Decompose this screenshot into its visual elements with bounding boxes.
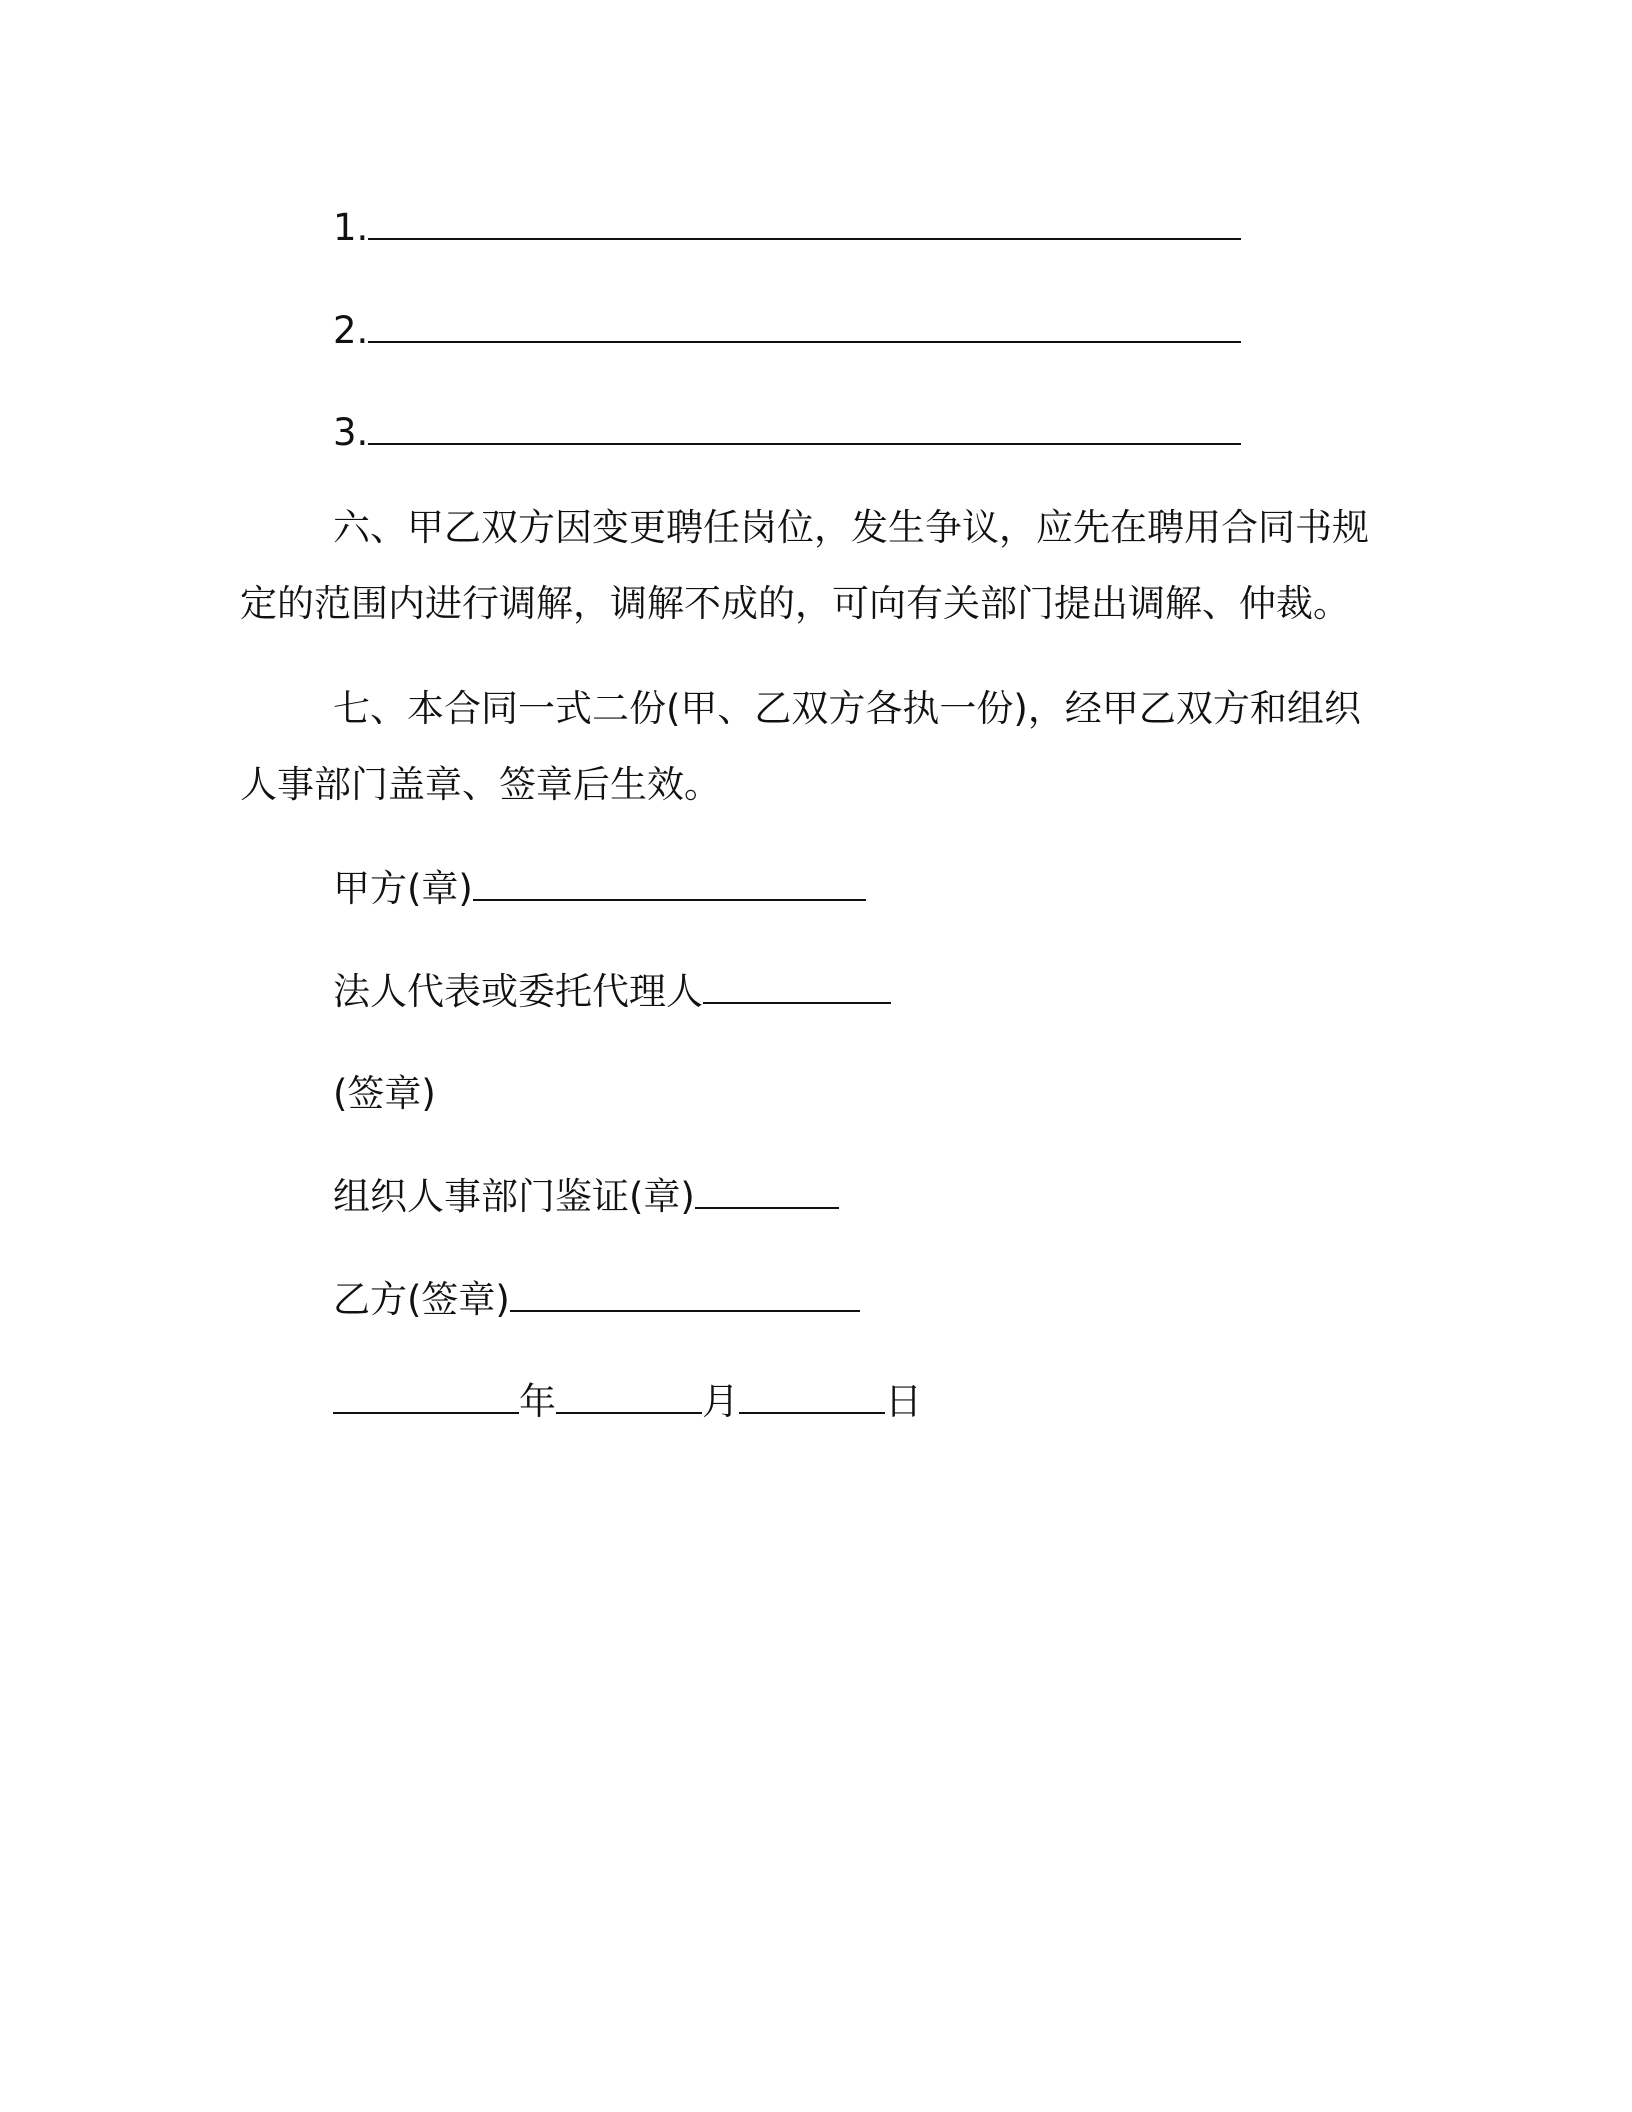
clause-seven-line-1: 七、本合同一式二份(甲、乙双方各执一份)，经甲乙双方和组织 [333, 687, 1361, 730]
legal-rep-label: 法人代表或委托代理人 [333, 970, 703, 1013]
numbered-blank-1 [333, 205, 1241, 251]
day-label: 日 [885, 1380, 922, 1423]
party-b-sign-label: 乙方(签章) [333, 1278, 510, 1321]
clause-six-line-1: 六、甲乙双方因变更聘任岗位，发生争议，应先在聘用合同书规 [333, 506, 1369, 549]
fill-in-blank[interactable] [368, 413, 1241, 445]
party-a-seal-label: 甲方(章) [333, 867, 473, 910]
party-b-sign-blank[interactable] [510, 1280, 860, 1312]
date-line [333, 1379, 922, 1425]
party-a-seal-blank[interactable] [473, 869, 866, 901]
year-blank[interactable] [333, 1382, 519, 1414]
hr-verification-line [333, 1174, 839, 1220]
legal-rep-line [333, 969, 891, 1015]
party-a-seal-line [333, 866, 866, 912]
sign-seal-text: (签章) [333, 1072, 436, 1115]
numbered-blank-label: 3. [333, 411, 369, 454]
month-blank[interactable] [556, 1382, 702, 1414]
party-b-sign-line [333, 1277, 860, 1323]
year-label: 年 [519, 1380, 556, 1423]
hr-verification-blank[interactable] [695, 1177, 839, 1209]
clause-six-line-2: 定的范围内进行调解，调解不成的，可向有关部门提出调解、仲裁。 [240, 582, 1350, 625]
numbered-blank-label: 1. [333, 206, 369, 249]
numbered-blank-label: 2. [333, 309, 369, 352]
numbered-blank-2 [333, 308, 1241, 354]
numbered-blank-3 [333, 410, 1241, 456]
fill-in-blank[interactable] [368, 208, 1241, 240]
month-label: 月 [702, 1380, 739, 1423]
legal-rep-blank[interactable] [703, 972, 891, 1004]
hr-verification-label: 组织人事部门鉴证(章) [333, 1175, 695, 1218]
clause-seven-line-2: 人事部门盖章、签章后生效。 [240, 763, 721, 806]
day-blank[interactable] [739, 1382, 885, 1414]
fill-in-blank[interactable] [368, 311, 1241, 343]
